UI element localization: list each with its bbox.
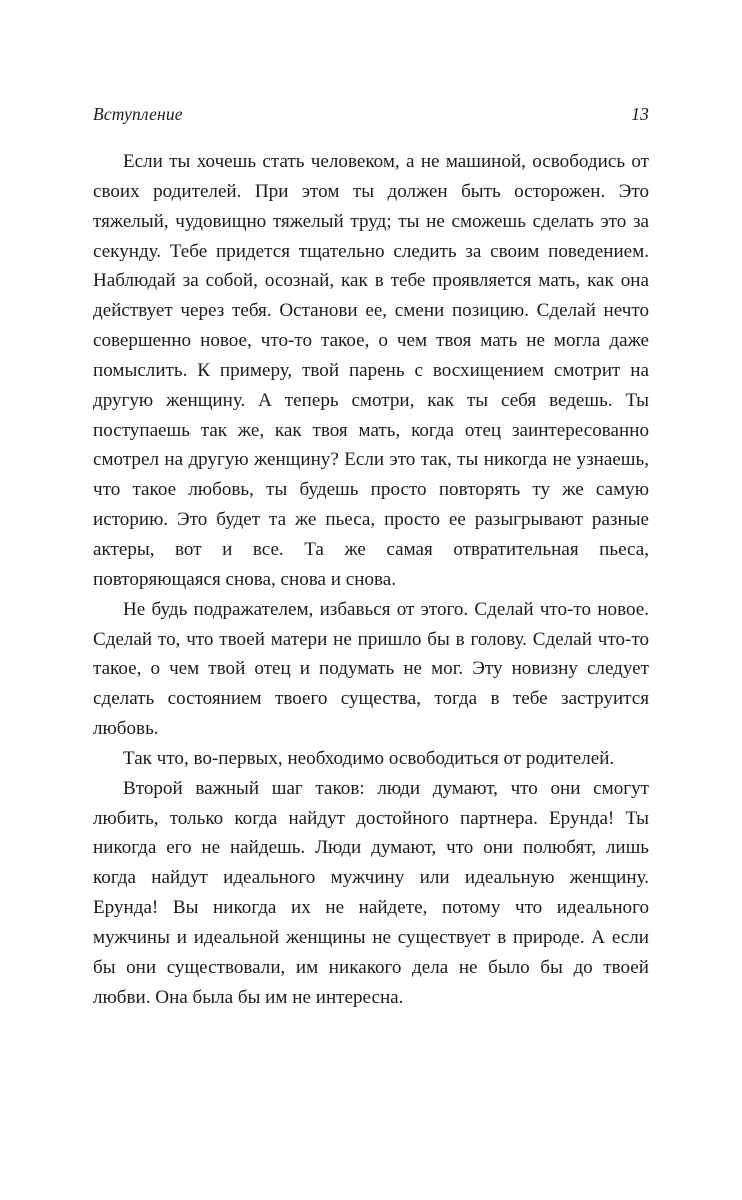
running-head xyxy=(93,104,649,125)
page-number: 13 xyxy=(631,104,649,124)
body-text xyxy=(93,147,649,1012)
paragraph: Если ты хочешь стать человеком, а не машиной, освободись от своих родителей. При этом ты должен быть осторожен. Это тяжелый, чудовищно тяжелый труд; ты не сможешь сделать это за секунду. Тебе придется тщательно следить за своим поведением. Наблюдай за собой, осознай, как в тебе проявляется мать, как она действует через тебя. Останови ее, смени позицию. Сделай нечто совершенно новое, что-то такое, о чем твоя мать не могла даже помыслить. К примеру, твой парень с восхищением смотрит на другую женщину. А теперь смотри, как ты себя ведешь. Ты поступаешь так же, как твоя мать, когда отец заинтересованно смотрел на другую женщину? Если это так, ты никогда не узнаешь, что такое любовь, ты будешь просто повторять ту же самую историю. Это будет та же пьеса, просто ее разыгрывают разные актеры, вот и все. Та же самая отвратительная пьеса, повторяющаяся снова, снова и снова. xyxy=(93,151,649,590)
paragraph: Так что, во-первых, необходимо освободиться от родителей. xyxy=(123,747,615,769)
running-head-title: Вступление xyxy=(93,104,183,124)
paragraph: Второй важный шаг таков: люди думают, что они смогут любить, только когда найдут достойного партнера. Ерунда! Ты никогда его не найдешь. Люди думают, что они полюбят, лишь когда найдут идеального мужчину или идеальную женщину. Ерунда! Вы никогда их не найдете, потому что идеального мужчины и идеальной женщины не существует в природе. А если бы они существовали, им никакого дела не было бы до твоей любви. Она была бы им не интересна. xyxy=(93,777,649,1008)
paragraph: Не будь подражателем, избавься от этого. Сделай что-то новое. Сделай то, что твоей матери не пришло бы в голову. Сделай что-то такое, о чем твой отец и подумать не мог. Эту новизну следует сделать состоянием твоего существа, тогда в тебе заструится любовь. xyxy=(93,598,649,740)
